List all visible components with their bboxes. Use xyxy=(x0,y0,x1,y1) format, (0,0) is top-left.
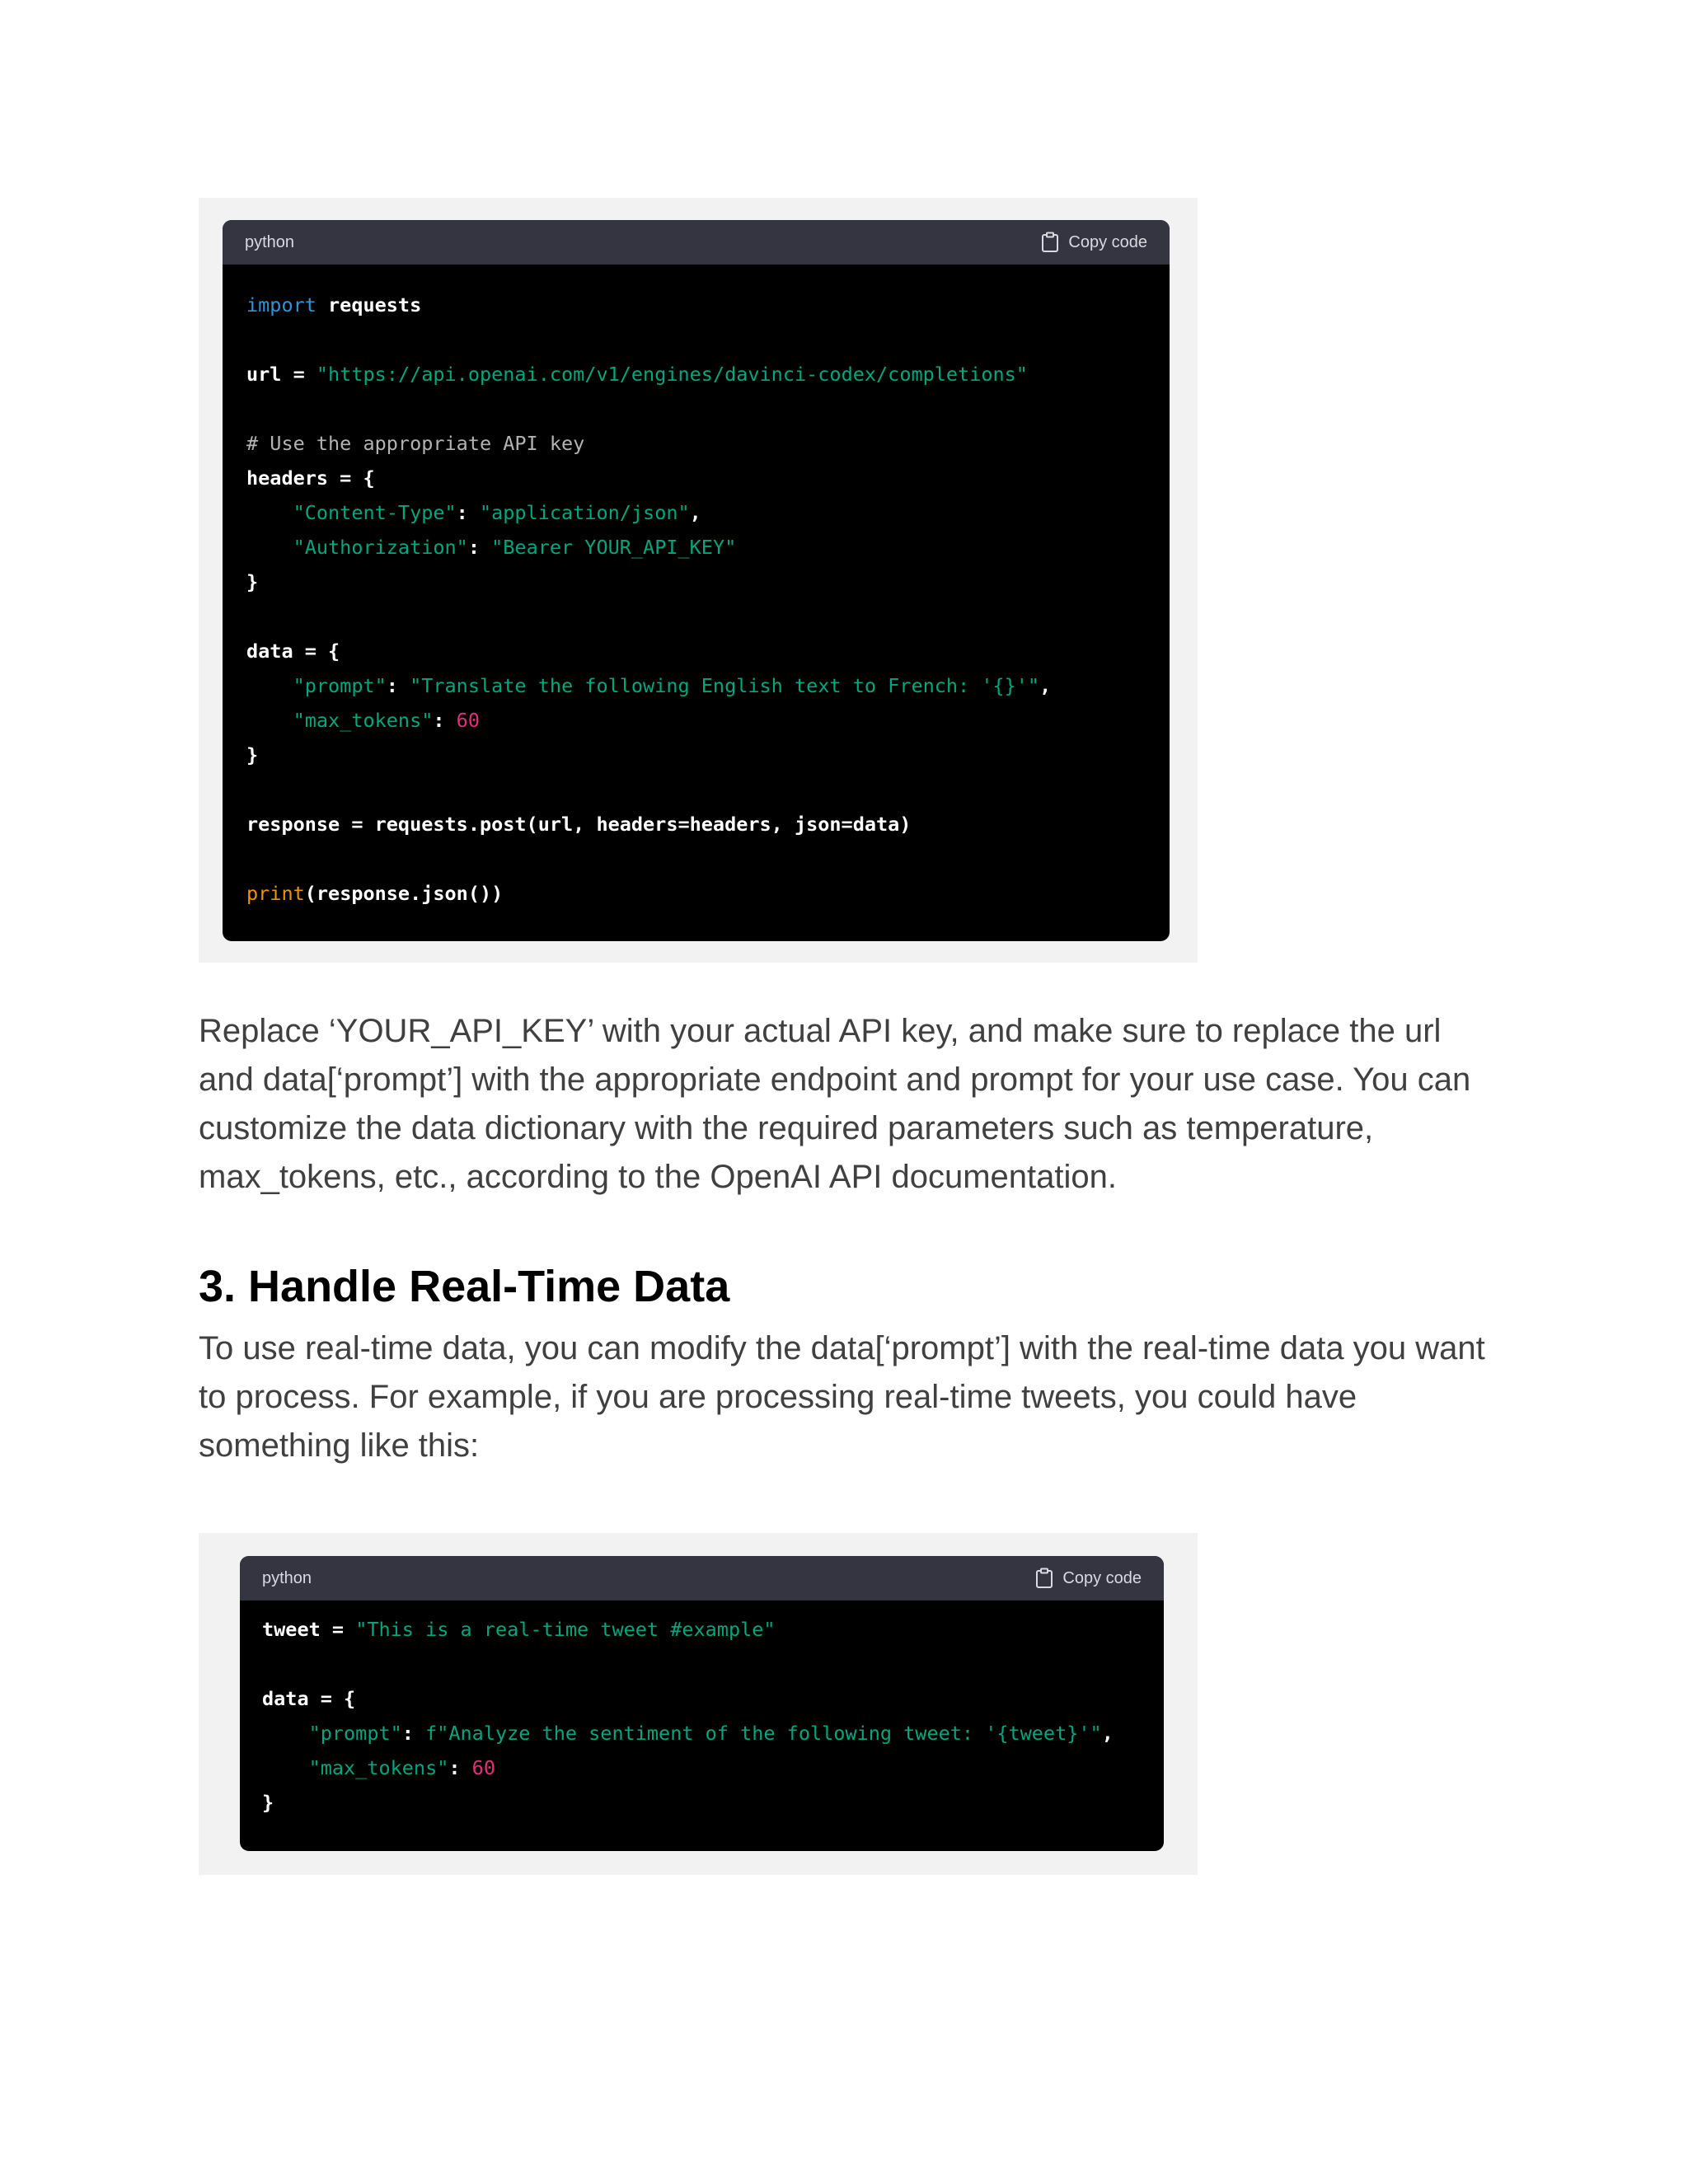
code-token: } xyxy=(246,743,259,766)
code-token: url xyxy=(246,363,282,386)
code-line xyxy=(246,426,1146,461)
code-block-frame-1 xyxy=(199,198,1198,963)
code-line xyxy=(246,357,1146,391)
code-token: 60 xyxy=(456,709,480,732)
code-block-2 xyxy=(240,1556,1164,1851)
code-token: } xyxy=(262,1791,274,1814)
code-line xyxy=(246,565,1146,599)
code-token: : xyxy=(448,1756,472,1779)
code-token: : xyxy=(401,1722,426,1745)
code-block-frame-2 xyxy=(199,1533,1198,1875)
code-token: data = { xyxy=(262,1687,356,1710)
code-token: "Authorization" xyxy=(246,536,468,559)
code-token: : xyxy=(467,536,492,559)
code-token: "Bearer YOUR_API_KEY" xyxy=(491,536,737,559)
code-token: (response.json()) xyxy=(304,882,504,905)
copy-code-button-1[interactable] xyxy=(1041,232,1147,253)
code-line xyxy=(246,772,1146,807)
code-line xyxy=(246,530,1146,565)
code-token: "application/json" xyxy=(479,501,690,524)
code-token: : xyxy=(433,709,457,732)
code-line xyxy=(246,841,1146,876)
code-token: import xyxy=(246,293,316,316)
code-token: "Translate the following English text to French: '{}'" xyxy=(410,674,1040,697)
code-line xyxy=(262,1716,1140,1750)
code-line xyxy=(246,668,1146,703)
code-token: , xyxy=(1101,1722,1114,1745)
code-token: "max_tokens" xyxy=(246,709,434,732)
copy-code-label-2: Copy code xyxy=(1062,1568,1142,1587)
copy-code-button-2[interactable] xyxy=(1035,1568,1142,1589)
code-token: "max_tokens" xyxy=(262,1756,449,1779)
code-language-label-2: python xyxy=(262,1568,312,1587)
code-token: data = { xyxy=(246,640,340,663)
paragraph-real-time-data: To use real-time data, you can modify the data[‘prompt’] with the real-time data you want to process. For example, if you are processing real-time tweets, you could have something like this: xyxy=(199,1330,1485,1464)
code-line xyxy=(246,461,1146,495)
paragraph-replace-api-key: Replace ‘YOUR_API_KEY’ with your actual API key, and make sure to replace the url and data[‘prompt’] with the appropriate endpoint and prompt for your use case. You can customize the data dictionary with the required parameters such as temperature, max_tokens, etc., according to the OpenAI API documentation. xyxy=(199,1013,1471,1195)
code-line xyxy=(262,1785,1140,1820)
code-header-2 xyxy=(240,1556,1164,1601)
code-token: # Use the appropriate API key xyxy=(246,432,585,455)
code-token: : xyxy=(456,501,480,524)
code-line xyxy=(262,1750,1140,1785)
code-line xyxy=(246,703,1146,738)
code-line xyxy=(246,738,1146,772)
code-token: "Content-Type" xyxy=(246,501,457,524)
code-block-1 xyxy=(223,220,1170,941)
code-token: "prompt" xyxy=(246,674,387,697)
code-line xyxy=(246,634,1146,668)
code-token: "This is a real-time tweet #example" xyxy=(355,1618,776,1641)
code-token: requests xyxy=(316,293,422,316)
code-language-label-1: python xyxy=(245,232,295,251)
code-line xyxy=(246,876,1146,911)
code-line xyxy=(262,1612,1140,1647)
clipboard-icon xyxy=(1041,232,1059,253)
clipboard-icon xyxy=(1035,1568,1053,1589)
code-line xyxy=(246,391,1146,426)
code-token: print xyxy=(246,882,305,905)
code-line xyxy=(262,1681,1140,1716)
code-line xyxy=(246,599,1146,634)
code-token: "https://api.openai.com/v1/engines/davinci-codex/completions" xyxy=(316,363,1028,386)
section-heading-handle-real-time-data: 3. Handle Real-Time Data xyxy=(199,1262,730,1311)
code-token: 60 xyxy=(471,1756,495,1779)
code-header-1 xyxy=(223,220,1170,265)
code-token: = xyxy=(281,363,316,386)
code-token: , xyxy=(689,501,701,524)
code-token: headers = { xyxy=(246,466,375,490)
code-token: } xyxy=(246,570,259,593)
code-token: = xyxy=(320,1618,356,1641)
code-line xyxy=(262,1647,1140,1681)
code-token: response = requests.post(url, headers=headers, json=data) xyxy=(246,813,912,836)
code-line xyxy=(246,322,1146,357)
copy-code-label-1: Copy code xyxy=(1068,232,1147,251)
code-content-1 xyxy=(223,265,1170,911)
code-token: "prompt" xyxy=(262,1722,402,1745)
code-line xyxy=(246,495,1146,530)
code-token: tweet xyxy=(262,1618,321,1641)
code-content-2 xyxy=(240,1601,1164,1820)
code-line xyxy=(246,288,1146,322)
code-token: : xyxy=(386,674,410,697)
code-token: f"Analyze the sentiment of the following tweet: '{tweet}'" xyxy=(425,1722,1102,1745)
code-token: , xyxy=(1039,674,1052,697)
code-line xyxy=(246,807,1146,841)
